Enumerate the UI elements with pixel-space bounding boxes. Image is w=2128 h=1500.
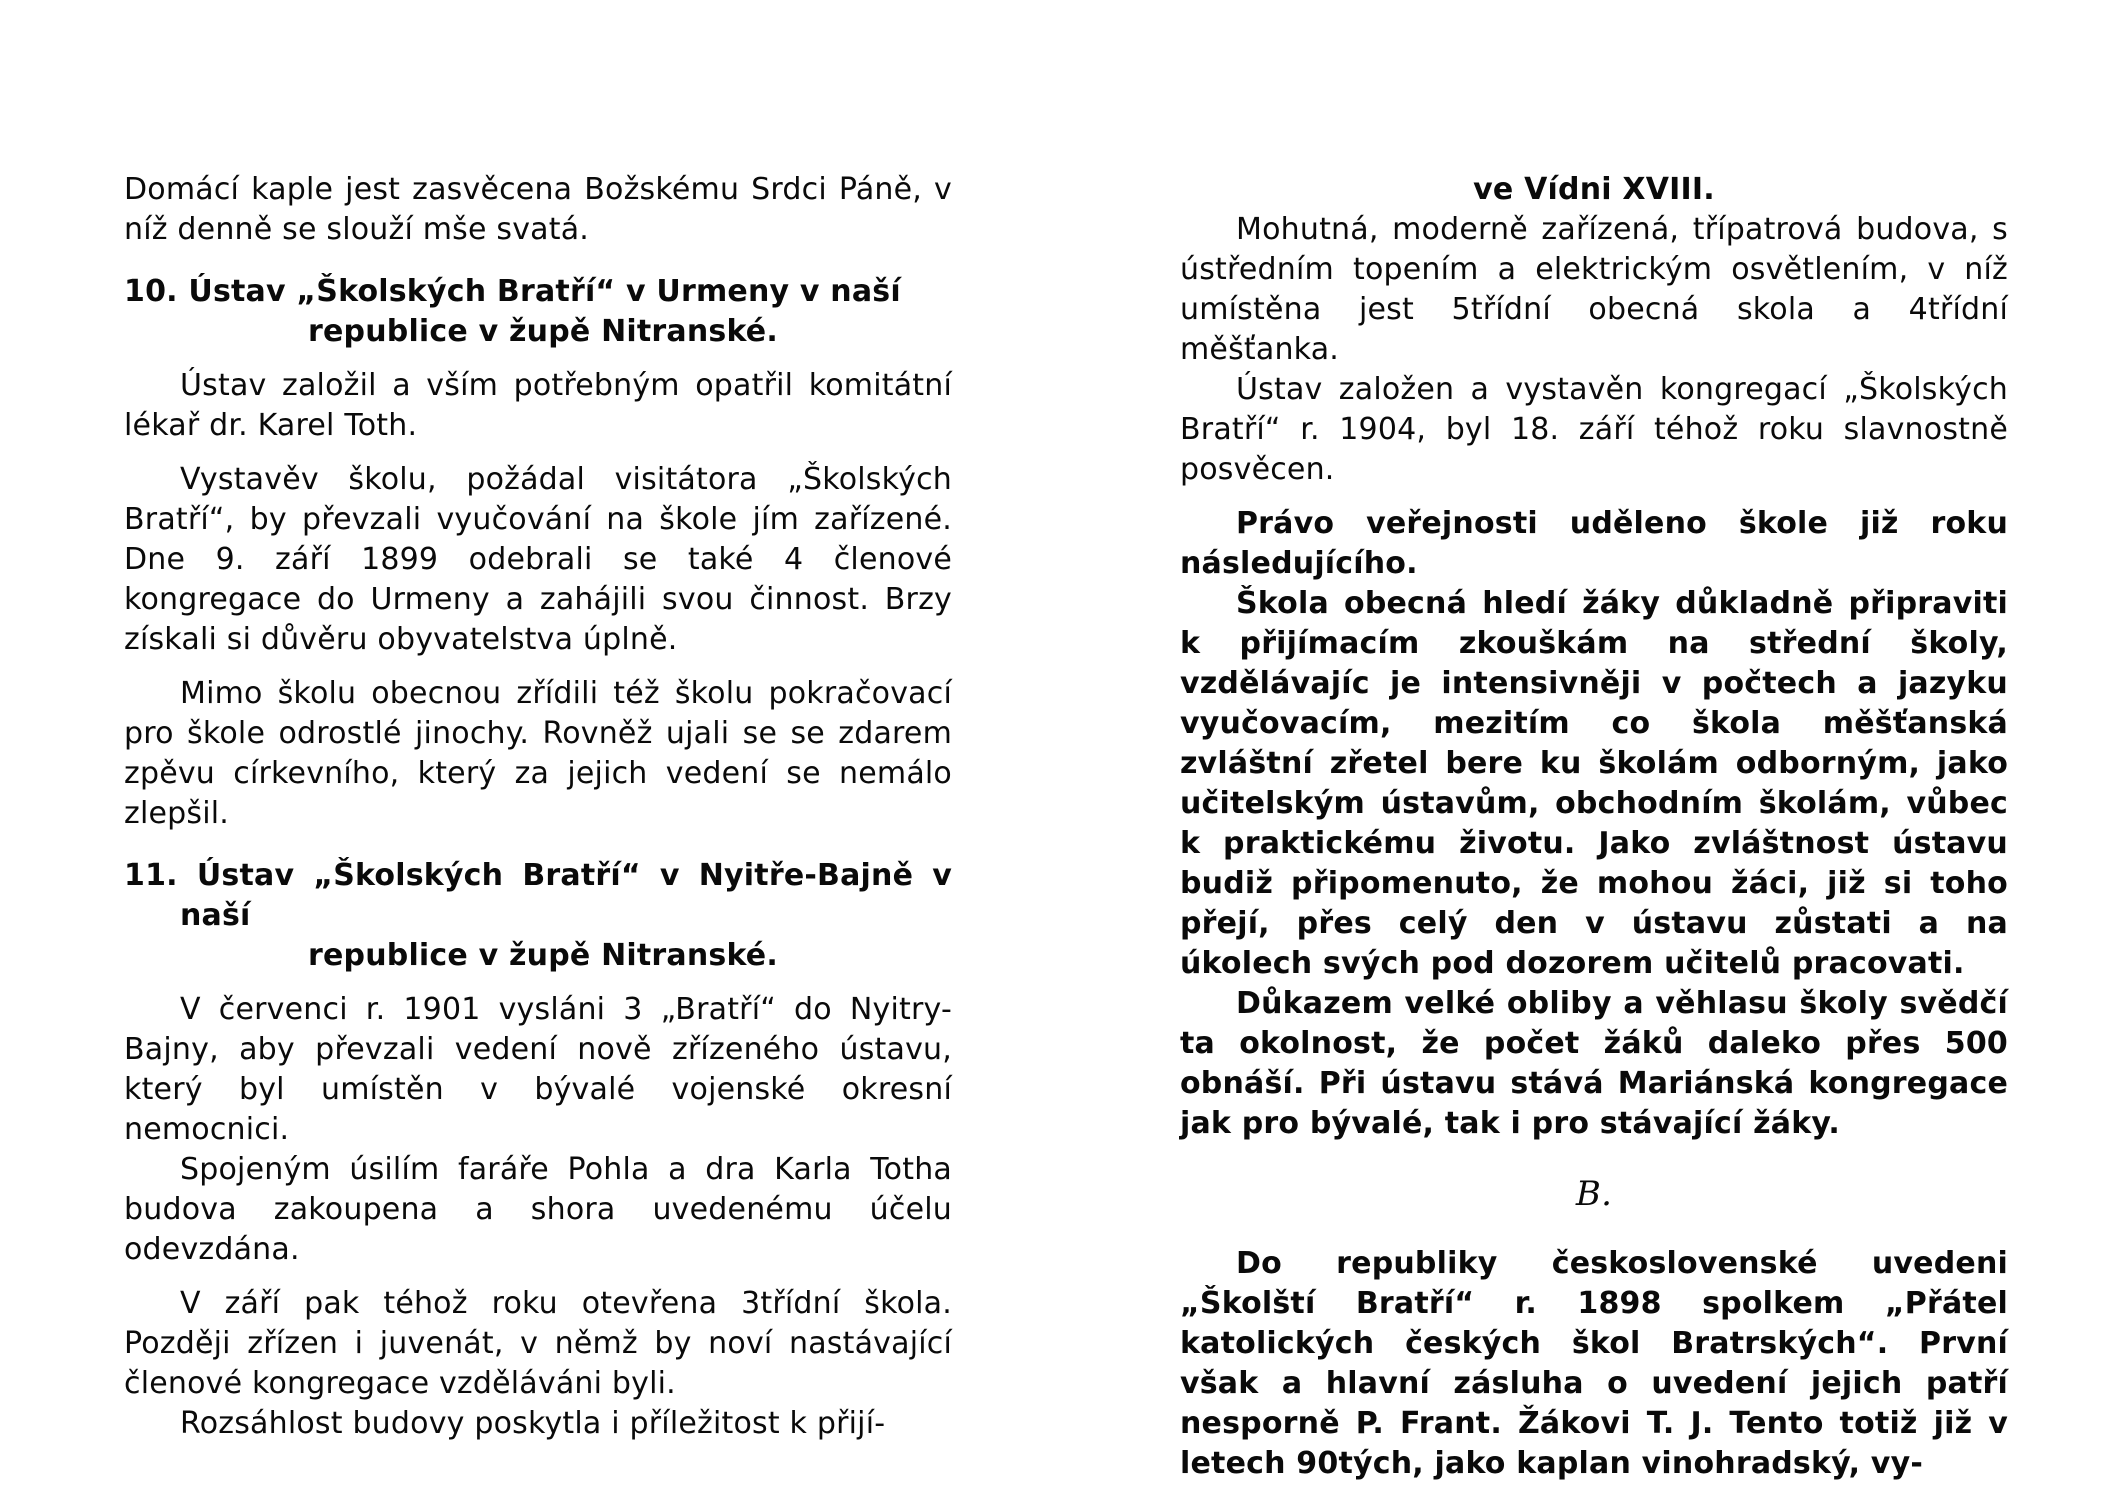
section-11-title: 11. Ústav „Školských Bratří“ v Nyitře-Bajně v naší — [124, 858, 952, 933]
right-page-heading: ve Vídni XVIII. — [1473, 172, 1715, 207]
section-10-paragraph: Ústav založil a vším potřebným opatřil komitátní lékař dr. Karel Toth. — [124, 368, 952, 443]
section-letter-b: B. — [1575, 1174, 1613, 1214]
right-paragraph-bold: Škola obecná hledí žáky důkladně připraviti k přijímacím zkouškám na střední školy, vzdělávajíc je intensivněji v počtech a jazyku vyučovacím, mezitím co škola měšťanská zvláštní zřetel bere ku školám odborným, jako učitelským ústavům, obchodním školám, vůbec k praktickému životu. Jako zvláštnost ústavu budiž připomenuto, že mohou žáci, již si toho přejí, přes celý den v ústavu zůstati a na úkolech svých pod dozorem učitelů pracovati. — [1180, 586, 2008, 981]
intro-paragraph: Domácí kaple jest zasvěcena Božskému Srdci Páně, v níž denně se slouží mše svatá. — [124, 172, 952, 247]
section-11-paragraph: V září pak téhož roku otevřena 3třídní škola. Později zřízen i juvenát, v němž by noví nastávající členové kongregace vzděláváni byli. — [124, 1286, 952, 1401]
section-10-subtitle: republice v župě Nitranské. — [308, 314, 778, 349]
right-text-column — [1180, 170, 2008, 1484]
right-paragraph-bold: Důkazem velké obliby a věhlasu školy svědčí ta okolnost, že počet žáků daleko přes 500 obnáší. Při ústavu stává Mariánská kongregace jak pro bývalé, tak i pro stávající žáky. — [1180, 986, 2008, 1141]
section-11-paragraph: Rozsáhlost budovy poskytla i příležitost k přijí- — [180, 1406, 886, 1441]
right-paragraph: Mohutná, moderně zařízená, třípatrová budova, s ústředním topením a elektrickým osvětlením, v níž umístěna jest 5třídní obecná skola a 4třídní měšťanka. — [1180, 212, 2008, 367]
section-11-heading — [124, 856, 952, 976]
section-11-paragraph: Spojeným úsilím faráře Pohla a dra Karla Totha budova zakoupena a shora uvedenému účelu odevzdána. — [124, 1152, 952, 1267]
section-11-paragraph: V červenci r. 1901 vysláni 3 „Bratří“ do Nyitry-Bajny, aby převzali vedení nově zřízeného ústavu, který byl umístěn v bývalé vojenské okresní nemocnici. — [124, 992, 952, 1147]
right-paragraph: Ústav založen a vystavěn kongregací „Školských Bratří“ r. 1904, byl 18. září téhož roku slavnostně posvěcen. — [1180, 372, 2008, 487]
section-10-heading — [124, 272, 952, 352]
section-10-title: 10. Ústav „Školských Bratří“ v Urmeny v naší — [124, 274, 901, 309]
section-10-paragraph: Mimo školu obecnou zřídili též školu pokračovací pro škole odrostlé jinochy. Rovněž ujali se se zdarem zpěvu církevního, který za jejich vedení se nemálo zlepšil. — [124, 676, 952, 831]
section-10-paragraph: Vystavěv školu, požádal visitátora „Školských Bratří“, by převzali vyučování na škole jím zařízené. Dne 9. září 1899 odebrali se také 4 členové kongregace do Urmeny a zahájili svou činnost. Brzy získali si důvěru obyvatelstva úplně. — [124, 462, 952, 657]
section-b-paragraph: Do republiky československé uvedeni „Školští Bratří“ r. 1898 spolkem „Přátel katolických českých škol Bratrských“. První však a hlavní zásluha o uvedení jejich patří nesporně P. Frant. Žákovi T. J. Tento totiž již v letech 90tých, jako kaplan vinohradský, vy- — [1180, 1246, 2008, 1481]
right-paragraph-bold: Právo veřejnosti uděleno škole již roku následujícího. — [1180, 506, 2008, 581]
right-page — [1064, 0, 2128, 1500]
left-text-column — [124, 170, 952, 1444]
section-11-subtitle: republice v župě Nitranské. — [308, 938, 778, 973]
